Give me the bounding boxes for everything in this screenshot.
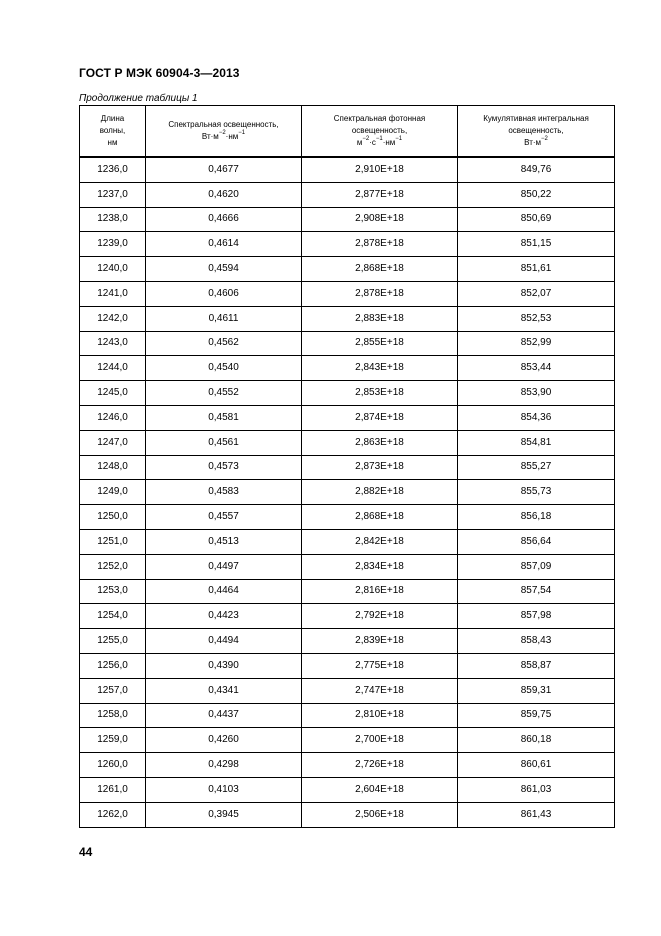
cell-cumulative-irradiance: 861,43 <box>458 802 615 827</box>
table-row <box>80 306 615 331</box>
table-row <box>80 430 615 455</box>
table-row <box>80 777 615 802</box>
table-row <box>80 157 615 182</box>
cell-spectral-irradiance: 0,4606 <box>146 281 302 306</box>
cell-spectral-photon-irradiance: 2,842E+18 <box>302 529 458 554</box>
table-row <box>80 678 615 703</box>
cell-cumulative-irradiance: 854,36 <box>458 405 615 430</box>
cell-spectral-photon-irradiance: 2,878E+18 <box>302 281 458 306</box>
cell-spectral-photon-irradiance: 2,747E+18 <box>302 678 458 703</box>
cell-wavelength: 1239,0 <box>80 232 146 257</box>
cell-spectral-photon-irradiance: 2,775E+18 <box>302 653 458 678</box>
cell-wavelength: 1247,0 <box>80 430 146 455</box>
cell-wavelength: 1245,0 <box>80 381 146 406</box>
cell-wavelength: 1246,0 <box>80 405 146 430</box>
column-header-line: освещенность, <box>508 126 564 135</box>
cell-cumulative-irradiance: 858,87 <box>458 653 615 678</box>
table-row <box>80 629 615 654</box>
cell-spectral-photon-irradiance: 2,877E+18 <box>302 182 458 207</box>
cell-wavelength: 1249,0 <box>80 480 146 505</box>
column-header-unit: $м^{-2}\cdot с^{-1}\cdot нм^{-1}$ <box>356 136 403 147</box>
cell-wavelength: 1241,0 <box>80 281 146 306</box>
cell-spectral-irradiance: 0,4540 <box>146 356 302 381</box>
cell-spectral-irradiance: 0,4581 <box>146 405 302 430</box>
table-row <box>80 480 615 505</box>
column-header-line: Спектральная фотонная <box>333 114 426 123</box>
table-body <box>80 157 615 827</box>
cell-spectral-photon-irradiance: 2,726E+18 <box>302 753 458 778</box>
column-header-line: нм <box>107 138 118 147</box>
cell-cumulative-irradiance: 856,18 <box>458 505 615 530</box>
cell-cumulative-irradiance: 855,73 <box>458 480 615 505</box>
table-row <box>80 604 615 629</box>
table-row <box>80 728 615 753</box>
cell-spectral-irradiance: 0,4594 <box>146 257 302 282</box>
cell-wavelength: 1258,0 <box>80 703 146 728</box>
table-row <box>80 753 615 778</box>
cell-wavelength: 1261,0 <box>80 777 146 802</box>
column-header-line: освещенность, <box>351 126 408 135</box>
table-row <box>80 356 615 381</box>
cell-wavelength: 1244,0 <box>80 356 146 381</box>
cell-spectral-irradiance: 0,4103 <box>146 777 302 802</box>
cell-cumulative-irradiance: 861,03 <box>458 777 615 802</box>
cell-spectral-irradiance: 0,4423 <box>146 604 302 629</box>
cell-spectral-irradiance: 0,4390 <box>146 653 302 678</box>
table-row <box>80 257 615 282</box>
table-row <box>80 703 615 728</box>
column-header-unit: $Вт\cdot м^{-2}\cdot нм^{-1}$ <box>201 130 246 141</box>
cell-spectral-photon-irradiance: 2,810E+18 <box>302 703 458 728</box>
cell-spectral-photon-irradiance: 2,843E+18 <box>302 356 458 381</box>
cell-spectral-irradiance: 0,4583 <box>146 480 302 505</box>
column-header-line: Спектральная освещенность, <box>168 120 279 129</box>
table-caption: Продолжение таблицы 1 <box>79 93 198 104</box>
cell-cumulative-irradiance: 849,76 <box>458 157 615 182</box>
cell-wavelength: 1237,0 <box>80 182 146 207</box>
table-header <box>80 106 615 158</box>
column-header-spectral-irradiance <box>146 106 302 158</box>
cell-wavelength: 1251,0 <box>80 529 146 554</box>
data-table-container <box>79 105 614 828</box>
cell-wavelength: 1238,0 <box>80 207 146 232</box>
cell-wavelength: 1260,0 <box>80 753 146 778</box>
cell-spectral-irradiance: 0,4260 <box>146 728 302 753</box>
cell-wavelength: 1257,0 <box>80 678 146 703</box>
cell-wavelength: 1254,0 <box>80 604 146 629</box>
cell-spectral-photon-irradiance: 2,834E+18 <box>302 554 458 579</box>
spectral-irradiance-table <box>79 105 615 828</box>
table-row <box>80 802 615 827</box>
cell-wavelength: 1250,0 <box>80 505 146 530</box>
cell-cumulative-irradiance: 856,64 <box>458 529 615 554</box>
cell-spectral-irradiance: 0,4552 <box>146 381 302 406</box>
column-header-wavelength <box>80 106 146 158</box>
cell-spectral-photon-irradiance: 2,816E+18 <box>302 579 458 604</box>
cell-wavelength: 1262,0 <box>80 802 146 827</box>
cell-wavelength: 1259,0 <box>80 728 146 753</box>
cell-wavelength: 1256,0 <box>80 653 146 678</box>
cell-spectral-photon-irradiance: 2,863E+18 <box>302 430 458 455</box>
cell-wavelength: 1255,0 <box>80 629 146 654</box>
cell-spectral-photon-irradiance: 2,868E+18 <box>302 505 458 530</box>
column-header-spectral-photon-irradiance <box>302 106 458 158</box>
cell-cumulative-irradiance: 857,98 <box>458 604 615 629</box>
table-row <box>80 579 615 604</box>
cell-cumulative-irradiance: 852,53 <box>458 306 615 331</box>
cell-wavelength: 1242,0 <box>80 306 146 331</box>
cell-cumulative-irradiance: 854,81 <box>458 430 615 455</box>
cell-cumulative-irradiance: 857,09 <box>458 554 615 579</box>
cell-spectral-photon-irradiance: 2,882E+18 <box>302 480 458 505</box>
column-header-line: Длина <box>100 114 125 123</box>
table-row <box>80 405 615 430</box>
cell-cumulative-irradiance: 852,99 <box>458 331 615 356</box>
cell-spectral-irradiance: 0,4513 <box>146 529 302 554</box>
cell-spectral-photon-irradiance: 2,839E+18 <box>302 629 458 654</box>
table-row <box>80 554 615 579</box>
cell-wavelength: 1253,0 <box>80 579 146 604</box>
table-row <box>80 529 615 554</box>
cell-spectral-irradiance: 0,4497 <box>146 554 302 579</box>
table-row <box>80 505 615 530</box>
cell-spectral-irradiance: 0,4557 <box>146 505 302 530</box>
cell-wavelength: 1252,0 <box>80 554 146 579</box>
cell-spectral-photon-irradiance: 2,878E+18 <box>302 232 458 257</box>
cell-spectral-irradiance: 0,4666 <box>146 207 302 232</box>
cell-spectral-irradiance: 0,4561 <box>146 430 302 455</box>
cell-spectral-irradiance: 0,4437 <box>146 703 302 728</box>
cell-spectral-photon-irradiance: 2,910E+18 <box>302 157 458 182</box>
cell-cumulative-irradiance: 858,43 <box>458 629 615 654</box>
cell-cumulative-irradiance: 860,61 <box>458 753 615 778</box>
cell-cumulative-irradiance: 859,31 <box>458 678 615 703</box>
cell-spectral-irradiance: 0,4562 <box>146 331 302 356</box>
cell-spectral-photon-irradiance: 2,855E+18 <box>302 331 458 356</box>
cell-cumulative-irradiance: 852,07 <box>458 281 615 306</box>
cell-spectral-photon-irradiance: 2,908E+18 <box>302 207 458 232</box>
cell-cumulative-irradiance: 851,61 <box>458 257 615 282</box>
cell-spectral-photon-irradiance: 2,604E+18 <box>302 777 458 802</box>
table-row <box>80 182 615 207</box>
table-row <box>80 232 615 257</box>
cell-spectral-photon-irradiance: 2,700E+18 <box>302 728 458 753</box>
cell-spectral-photon-irradiance: 2,883E+18 <box>302 306 458 331</box>
column-header-line: Кумулятивная интегральная <box>483 114 589 123</box>
table-row <box>80 207 615 232</box>
table-header-row <box>80 106 615 158</box>
column-header-line: волны, <box>99 126 126 135</box>
cell-cumulative-irradiance: 855,27 <box>458 455 615 480</box>
cell-cumulative-irradiance: 859,75 <box>458 703 615 728</box>
cell-spectral-photon-irradiance: 2,506E+18 <box>302 802 458 827</box>
cell-spectral-photon-irradiance: 2,792E+18 <box>302 604 458 629</box>
cell-spectral-irradiance: 0,4494 <box>146 629 302 654</box>
cell-spectral-photon-irradiance: 2,874E+18 <box>302 405 458 430</box>
cell-spectral-irradiance: 0,4614 <box>146 232 302 257</box>
cell-cumulative-irradiance: 853,90 <box>458 381 615 406</box>
cell-spectral-irradiance: 0,4298 <box>146 753 302 778</box>
table-row <box>80 281 615 306</box>
page-number: 44 <box>79 845 93 859</box>
table-row <box>80 455 615 480</box>
cell-cumulative-irradiance: 851,15 <box>458 232 615 257</box>
table-row <box>80 381 615 406</box>
cell-spectral-irradiance: 0,4611 <box>146 306 302 331</box>
cell-cumulative-irradiance: 857,54 <box>458 579 615 604</box>
cell-wavelength: 1240,0 <box>80 257 146 282</box>
table-row <box>80 653 615 678</box>
table-row <box>80 331 615 356</box>
cell-wavelength: 1248,0 <box>80 455 146 480</box>
cell-spectral-irradiance: 0,4677 <box>146 157 302 182</box>
cell-spectral-photon-irradiance: 2,868E+18 <box>302 257 458 282</box>
cell-wavelength: 1243,0 <box>80 331 146 356</box>
cell-spectral-photon-irradiance: 2,853E+18 <box>302 381 458 406</box>
cell-spectral-irradiance: 0,3945 <box>146 802 302 827</box>
cell-cumulative-irradiance: 850,22 <box>458 182 615 207</box>
cell-spectral-irradiance: 0,4573 <box>146 455 302 480</box>
cell-wavelength: 1236,0 <box>80 157 146 182</box>
cell-cumulative-irradiance: 850,69 <box>458 207 615 232</box>
cell-cumulative-irradiance: 853,44 <box>458 356 615 381</box>
cell-spectral-irradiance: 0,4341 <box>146 678 302 703</box>
cell-spectral-irradiance: 0,4620 <box>146 182 302 207</box>
cell-spectral-photon-irradiance: 2,873E+18 <box>302 455 458 480</box>
column-header-cumulative-irradiance <box>458 106 615 158</box>
document-title: ГОСТ Р МЭК 60904-3—2013 <box>79 66 240 80</box>
column-header-unit: $Вт\cdot м^{-2}$ <box>524 136 548 147</box>
cell-cumulative-irradiance: 860,18 <box>458 728 615 753</box>
cell-spectral-irradiance: 0,4464 <box>146 579 302 604</box>
